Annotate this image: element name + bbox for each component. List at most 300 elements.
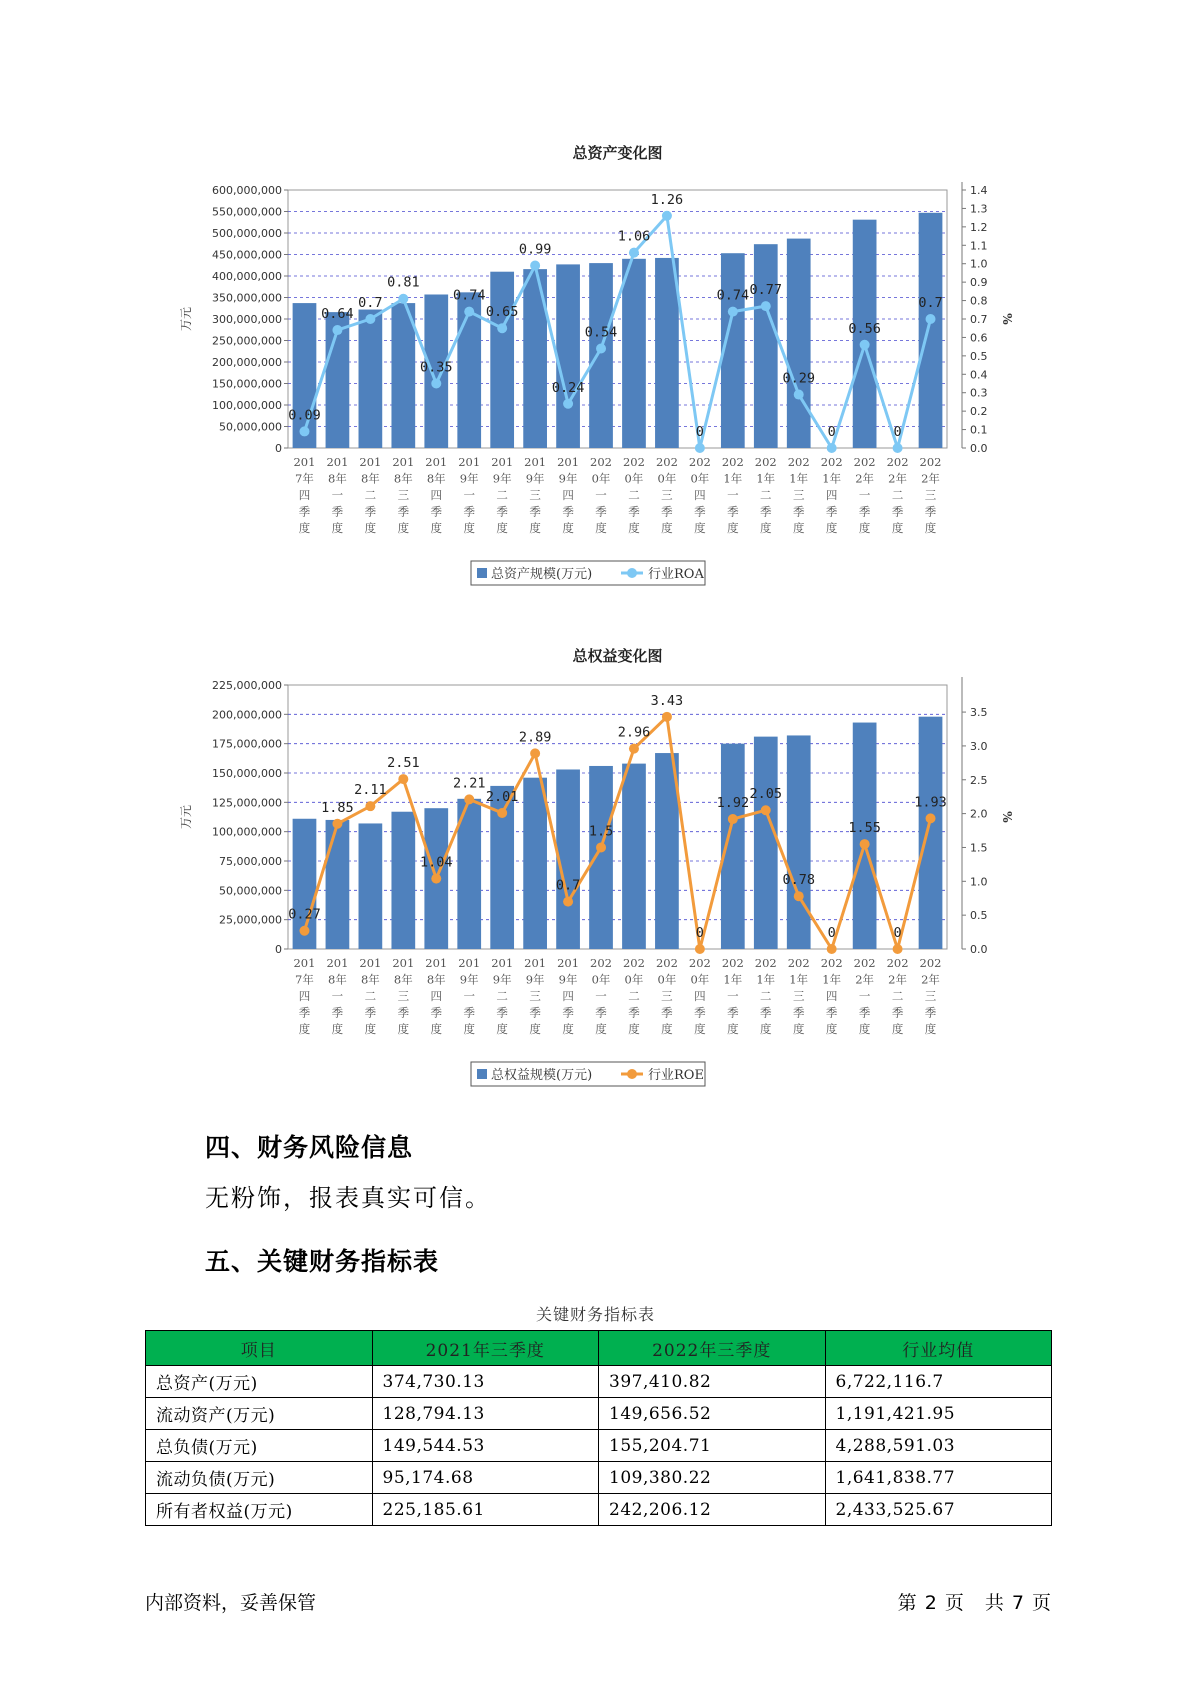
x-tick-label: 季 <box>628 504 640 519</box>
x-tick-label: 度 <box>298 521 311 535</box>
x-tick-label: 9年 <box>459 471 479 486</box>
legend-line-label: 行业ROE <box>648 1068 704 1083</box>
y2-tick-label: 0.1 <box>970 423 988 437</box>
x-tick-label: 202 <box>655 455 678 469</box>
total-assets-chart-svg <box>0 130 1191 590</box>
x-tick-label: 201 <box>524 956 547 970</box>
x-tick-label: 度 <box>924 521 937 535</box>
header-2022q3: 2022年三季度 <box>599 1331 826 1366</box>
x-tick-label: 度 <box>496 1022 508 1036</box>
x-tick-label: 1年 <box>756 471 776 486</box>
data-label: 0.09 <box>288 407 321 424</box>
x-tick-label: 2年 <box>921 972 940 987</box>
data-label: 1.26 <box>650 191 684 208</box>
x-tick-label: 201 <box>458 956 481 970</box>
x-tick-label: 度 <box>661 521 673 535</box>
x-tick-label: 202 <box>853 455 876 469</box>
y-tick-label: 250,000,000 <box>212 334 282 348</box>
line-point <box>794 891 804 901</box>
x-tick-label: 2年 <box>855 471 875 486</box>
y-tick-label: 125,000,000 <box>212 796 282 810</box>
y2-tick-label: 0.6 <box>970 331 988 345</box>
header-item: 项目 <box>146 1331 373 1366</box>
bar <box>589 263 613 448</box>
x-tick-label: 季 <box>760 504 772 519</box>
y2-tick-label: 1.3 <box>970 202 988 216</box>
x-tick-label: 201 <box>425 455 448 469</box>
x-tick-label: 一 <box>727 989 739 1003</box>
x-tick-label: 201 <box>458 455 481 469</box>
x-tick-label: 度 <box>825 521 838 535</box>
y2-tick-label: 1.4 <box>970 184 988 197</box>
x-tick-label: 四 <box>694 488 706 502</box>
line-point <box>761 805 771 815</box>
legend-bar-label: 总资产规模(万元) <box>491 567 593 582</box>
x-tick-label: 季 <box>397 504 410 519</box>
table-row <box>146 1366 1052 1398</box>
x-tick-label: 202 <box>820 455 843 469</box>
x-tick-label: 202 <box>919 455 942 469</box>
line-point <box>398 774 408 784</box>
y-tick-label: 25,000,000 <box>219 913 282 927</box>
x-tick-label: 度 <box>595 1022 607 1036</box>
x-tick-label: 度 <box>430 1022 443 1036</box>
x-tick-label: 202 <box>853 956 876 970</box>
x-tick-label: 季 <box>727 1005 739 1020</box>
table-cell: 95,174.68 <box>372 1462 599 1494</box>
x-tick-label: 四 <box>430 488 443 502</box>
data-label: 0.54 <box>584 324 618 341</box>
y-tick-label: 200,000,000 <box>212 708 282 722</box>
footer-page-number: 第 2 页 共 7 页 <box>897 1592 1052 1614</box>
y2-tick-label: 2.5 <box>970 773 988 787</box>
table-row <box>146 1462 1052 1494</box>
x-tick-label: 9年 <box>492 972 512 987</box>
data-label: 0.29 <box>782 370 815 387</box>
x-tick-label: 四 <box>298 989 311 1003</box>
x-tick-label: 季 <box>595 1005 607 1020</box>
x-tick-label: 1年 <box>756 972 776 987</box>
x-tick-label: 202 <box>754 956 777 970</box>
data-label: 0.27 <box>288 906 321 923</box>
legend-line-label: 行业ROA <box>648 567 704 582</box>
data-label: 0.7 <box>358 295 383 311</box>
x-tick-label: 8年 <box>426 972 446 987</box>
x-tick-label: 三 <box>397 488 410 502</box>
x-tick-label: 季 <box>924 1005 937 1020</box>
x-tick-label: 202 <box>721 455 744 469</box>
x-tick-label: 0年 <box>690 471 710 486</box>
bar <box>787 735 811 949</box>
table-row <box>146 1430 1052 1462</box>
table-cell: 2,433,525.67 <box>825 1494 1052 1526</box>
y2-tick-label: 0.0 <box>970 442 988 455</box>
x-tick-label: 度 <box>891 1022 904 1036</box>
table-cell: 374,730.13 <box>372 1366 599 1398</box>
bar <box>787 239 811 448</box>
x-tick-label: 202 <box>622 455 645 469</box>
x-tick-label: 二 <box>891 488 904 502</box>
table-cell: 149,656.52 <box>599 1398 826 1430</box>
data-label: 0.65 <box>485 304 519 321</box>
line-point <box>761 301 771 311</box>
x-tick-label: 季 <box>562 1005 574 1020</box>
table-cell: 流动负债(万元) <box>146 1462 373 1494</box>
table-cell: 1,191,421.95 <box>825 1398 1052 1430</box>
table-cell: 225,185.61 <box>372 1494 599 1526</box>
data-label: 1.5 <box>588 823 614 840</box>
x-tick-label: 202 <box>820 956 843 970</box>
data-label: 2.11 <box>354 782 387 799</box>
x-tick-label: 202 <box>721 956 744 970</box>
x-tick-label: 一 <box>858 488 871 502</box>
x-tick-label: 二 <box>760 488 772 502</box>
data-label: 1.85 <box>321 799 354 816</box>
data-label: 0 <box>893 424 902 440</box>
data-label: 0.56 <box>848 320 881 337</box>
x-tick-label: 202 <box>590 455 613 469</box>
x-tick-label: 季 <box>891 504 904 519</box>
x-tick-label: 季 <box>858 1005 871 1020</box>
x-tick-label: 201 <box>491 956 514 970</box>
x-tick-label: 度 <box>397 521 410 535</box>
data-label: 0 <box>827 925 836 941</box>
line-point <box>893 944 903 954</box>
line-point <box>695 944 705 954</box>
data-label: 0.74 <box>716 287 750 304</box>
line-point <box>497 808 507 818</box>
x-tick-label: 二 <box>496 989 508 1003</box>
y2-tick-label: 3.5 <box>970 706 988 720</box>
x-tick-label: 季 <box>891 1005 904 1020</box>
x-tick-label: 2年 <box>855 972 875 987</box>
x-tick-label: 度 <box>364 1022 377 1036</box>
x-tick-label: 度 <box>727 1022 739 1036</box>
x-tick-label: 9年 <box>459 972 479 987</box>
data-label: 0.81 <box>387 274 420 291</box>
x-tick-label: 201 <box>293 455 316 469</box>
x-tick-label: 度 <box>562 1022 574 1036</box>
x-tick-label: 度 <box>529 521 541 535</box>
data-label: 0.35 <box>420 359 453 376</box>
total-equity-chart <box>0 640 1191 1100</box>
y2-tick-label: 0.8 <box>970 294 988 308</box>
line-point <box>629 248 639 258</box>
data-label: 0.99 <box>518 241 552 258</box>
section-4-text: 无粉饰，报表真实可信。 <box>205 1184 491 1212</box>
x-tick-label: 202 <box>919 956 942 970</box>
y-tick-label: 600,000,000 <box>212 184 282 197</box>
x-tick-label: 季 <box>562 504 574 519</box>
x-tick-label: 度 <box>694 1022 706 1036</box>
x-tick-label: 三 <box>924 488 937 502</box>
x-tick-label: 201 <box>524 455 547 469</box>
x-tick-label: 四 <box>694 989 706 1003</box>
y2-axis-label: % <box>1000 811 1014 823</box>
x-tick-label: 季 <box>496 504 508 519</box>
x-tick-label: 季 <box>430 504 443 519</box>
data-label: 2.01 <box>485 788 519 805</box>
y2-tick-label: 0.2 <box>970 405 988 419</box>
x-tick-label: 201 <box>491 455 514 469</box>
x-tick-label: 度 <box>529 1022 541 1036</box>
y2-tick-label: 0.5 <box>970 909 988 923</box>
bar <box>622 259 646 448</box>
y2-tick-label: 0.7 <box>970 313 988 326</box>
x-tick-label: 202 <box>787 956 810 970</box>
y-tick-label: 0 <box>275 442 282 455</box>
x-tick-label: 度 <box>661 1022 673 1036</box>
legend-line-marker <box>627 568 637 578</box>
line-point <box>464 794 474 804</box>
x-tick-label: 季 <box>694 1005 706 1020</box>
data-label: 0.7 <box>555 877 581 894</box>
y2-tick-label: 0.0 <box>970 943 988 956</box>
x-tick-label: 9年 <box>492 471 512 486</box>
x-tick-label: 季 <box>430 1005 443 1020</box>
x-tick-label: 度 <box>760 521 772 535</box>
y2-tick-label: 0.3 <box>970 386 988 400</box>
x-tick-label: 度 <box>628 521 640 535</box>
x-tick-label: 度 <box>595 521 607 535</box>
y-tick-label: 550,000,000 <box>212 205 282 219</box>
x-tick-label: 四 <box>562 989 574 1003</box>
line-point <box>926 314 936 324</box>
x-tick-label: 度 <box>496 521 508 535</box>
table-cell: 所有者权益(万元) <box>146 1494 373 1526</box>
x-tick-label: 201 <box>326 956 349 970</box>
x-tick-label: 202 <box>886 455 909 469</box>
bar <box>391 812 415 949</box>
bar <box>359 310 383 448</box>
x-tick-label: 季 <box>825 504 838 519</box>
x-tick-label: 度 <box>364 521 377 535</box>
section-5-heading: 五、关键财务指标表 <box>205 1247 440 1276</box>
x-tick-label: 季 <box>694 504 706 519</box>
data-label: 1.06 <box>617 228 651 245</box>
x-tick-label: 201 <box>359 455 382 469</box>
table-cell: 总资产(万元) <box>146 1366 373 1398</box>
x-tick-label: 二 <box>364 989 377 1003</box>
bar <box>523 778 547 949</box>
x-tick-label: 季 <box>727 504 739 519</box>
line-point <box>728 814 738 824</box>
x-tick-label: 度 <box>430 521 443 535</box>
y2-tick-label: 1.0 <box>970 875 988 889</box>
line-point <box>530 261 540 271</box>
x-tick-label: 三 <box>529 989 541 1003</box>
line-point <box>728 307 738 317</box>
x-tick-label: 9年 <box>525 972 545 987</box>
x-tick-label: 0年 <box>591 972 611 987</box>
x-tick-label: 度 <box>694 521 706 535</box>
y-tick-label: 225,000,000 <box>212 679 282 692</box>
x-tick-label: 1年 <box>822 471 842 486</box>
x-tick-label: 季 <box>628 1005 640 1020</box>
x-tick-label: 8年 <box>328 471 347 486</box>
line-point <box>926 813 936 823</box>
x-tick-label: 一 <box>463 488 475 502</box>
data-label: 0 <box>827 424 836 440</box>
line-point <box>497 323 507 333</box>
x-tick-label: 201 <box>425 956 448 970</box>
x-tick-label: 三 <box>924 989 937 1003</box>
chart-title: 总权益变化图 <box>572 647 663 665</box>
x-tick-label: 202 <box>787 455 810 469</box>
x-tick-label: 0年 <box>624 972 644 987</box>
data-label: 1.04 <box>420 854 453 871</box>
x-tick-label: 二 <box>891 989 904 1003</box>
line-point <box>893 443 903 453</box>
bar <box>919 717 943 949</box>
y2-tick-label: 0.9 <box>970 276 988 290</box>
x-tick-label: 9年 <box>558 471 578 486</box>
x-tick-label: 1年 <box>723 471 743 486</box>
x-tick-label: 202 <box>688 956 711 970</box>
x-tick-label: 度 <box>858 1022 871 1036</box>
x-tick-label: 季 <box>331 1005 344 1020</box>
x-tick-label: 202 <box>754 455 777 469</box>
table-cell: 4,288,591.03 <box>825 1430 1052 1462</box>
line-point <box>827 443 837 453</box>
y-tick-label: 200,000,000 <box>212 356 282 369</box>
x-tick-label: 0年 <box>591 471 611 486</box>
bar <box>359 823 383 949</box>
x-tick-label: 四 <box>825 488 838 502</box>
x-tick-label: 度 <box>562 521 574 535</box>
x-tick-label: 三 <box>792 488 805 502</box>
y2-tick-label: 1.0 <box>970 257 988 271</box>
table-cell: 总负债(万元) <box>146 1430 373 1462</box>
chart-title: 总资产变化图 <box>572 144 663 162</box>
x-tick-label: 季 <box>529 504 541 519</box>
x-tick-label: 202 <box>688 455 711 469</box>
line-point <box>596 842 606 852</box>
line-point <box>299 426 309 436</box>
bar <box>556 264 580 448</box>
x-tick-label: 201 <box>392 956 415 970</box>
x-tick-label: 度 <box>331 1022 344 1036</box>
x-tick-label: 2年 <box>888 471 907 486</box>
table-cell: 109,380.22 <box>599 1462 826 1494</box>
x-tick-label: 季 <box>529 1005 541 1020</box>
y2-axis-label: % <box>1000 313 1014 325</box>
x-tick-label: 0年 <box>657 972 677 987</box>
x-tick-label: 四 <box>430 989 443 1003</box>
line-point <box>365 314 375 324</box>
line-point <box>365 801 375 811</box>
y-tick-label: 300,000,000 <box>212 313 282 326</box>
y-tick-label: 100,000,000 <box>212 825 282 839</box>
total-assets-chart <box>0 130 1191 590</box>
x-tick-label: 三 <box>397 989 410 1003</box>
bar <box>622 764 646 949</box>
table-cell: 397,410.82 <box>599 1366 826 1398</box>
line-point <box>662 712 672 722</box>
line-point <box>563 897 573 907</box>
legend-bar-swatch <box>477 568 487 578</box>
x-tick-label: 季 <box>364 504 377 519</box>
bar <box>293 303 317 448</box>
x-tick-label: 季 <box>825 1005 838 1020</box>
x-tick-label: 一 <box>331 488 344 502</box>
y-tick-label: 450,000,000 <box>212 248 282 262</box>
y-tick-label: 175,000,000 <box>212 737 282 751</box>
data-label: 2.96 <box>617 724 651 741</box>
x-tick-label: 度 <box>463 521 475 535</box>
x-tick-label: 季 <box>661 504 673 519</box>
x-tick-label: 度 <box>825 1022 838 1036</box>
x-tick-label: 201 <box>392 455 415 469</box>
y2-tick-label: 1.5 <box>970 841 988 855</box>
data-label: 2.05 <box>749 786 783 803</box>
data-label: 1.92 <box>716 795 750 812</box>
y-tick-label: 50,000,000 <box>219 420 282 434</box>
bar <box>326 820 350 949</box>
table-cell: 6,722,116.7 <box>825 1366 1052 1398</box>
table-cell: 1,641,838.77 <box>825 1462 1052 1494</box>
x-tick-label: 一 <box>331 989 344 1003</box>
total-equity-chart-svg <box>0 640 1191 1100</box>
x-tick-label: 季 <box>858 504 871 519</box>
x-tick-label: 季 <box>792 1005 805 1020</box>
data-label: 0.78 <box>782 872 815 889</box>
line-point <box>431 874 441 884</box>
x-tick-label: 8年 <box>328 972 347 987</box>
x-tick-label: 1年 <box>789 972 809 987</box>
line-point <box>827 944 837 954</box>
x-tick-label: 季 <box>463 504 475 519</box>
bar <box>490 272 514 448</box>
legend-bar-swatch <box>477 1069 487 1079</box>
x-tick-label: 8年 <box>360 471 380 486</box>
line-point <box>431 379 441 389</box>
x-tick-label: 2年 <box>921 471 940 486</box>
table-row <box>146 1494 1052 1526</box>
data-label: 0.24 <box>551 379 585 396</box>
y-tick-label: 150,000,000 <box>212 377 282 391</box>
x-tick-label: 度 <box>331 521 344 535</box>
x-tick-label: 二 <box>628 989 640 1003</box>
table-cell: 流动资产(万元) <box>146 1398 373 1430</box>
x-tick-label: 四 <box>825 989 838 1003</box>
line-point <box>530 748 540 758</box>
x-tick-label: 度 <box>792 521 805 535</box>
y2-tick-label: 3.0 <box>970 739 988 753</box>
x-tick-label: 8年 <box>393 972 413 987</box>
y-axis-label: 万元 <box>179 804 193 830</box>
header-industry-avg: 行业均值 <box>825 1331 1052 1366</box>
x-tick-label: 202 <box>886 956 909 970</box>
x-tick-label: 一 <box>595 488 607 502</box>
bar <box>589 766 613 949</box>
x-tick-label: 度 <box>298 1022 311 1036</box>
line-point <box>596 343 606 353</box>
y2-tick-label: 0.4 <box>970 368 988 382</box>
x-tick-label: 三 <box>792 989 805 1003</box>
y2-tick-label: 2.0 <box>970 807 988 821</box>
data-label: 0 <box>695 925 704 941</box>
x-tick-label: 二 <box>760 989 772 1003</box>
x-tick-label: 季 <box>463 1005 475 1020</box>
x-tick-label: 一 <box>595 989 607 1003</box>
x-tick-label: 度 <box>858 521 871 535</box>
x-tick-label: 度 <box>628 1022 640 1036</box>
header-2021q3: 2021年三季度 <box>372 1331 599 1366</box>
x-tick-label: 三 <box>529 488 541 502</box>
y-tick-label: 150,000,000 <box>212 767 282 780</box>
x-tick-label: 四 <box>562 488 574 502</box>
